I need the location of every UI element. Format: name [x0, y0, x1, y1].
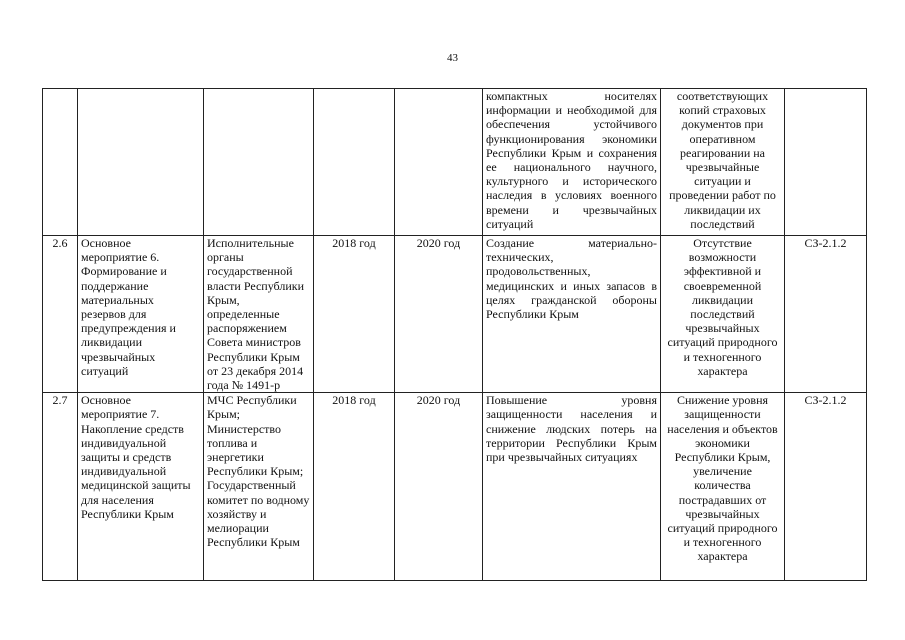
expected-result-cell: компактных носителях информации и необходимой для обеспечения устойчивого функционирования экономики Республики Крым и сохранения ее национального научного, культурного и исторического наследия в условиях военного времени и чрезвычайных ситуаций: [483, 89, 661, 236]
expected-result-cell: Повышение уровня защищенности населения и снижение людских потерь на территории Республики Крым при чрезвычайных ситуациях: [483, 393, 661, 581]
row-number-cell: 2.7: [43, 393, 78, 581]
indicator-link-cell: СЗ-2.1.2: [785, 236, 867, 393]
action-cell: [78, 89, 204, 236]
row-number-cell: [43, 89, 78, 236]
end-year-cell: 2020 год: [395, 236, 483, 393]
consequence-cell: Снижение уровня защищенности населения и объектов экономики Республики Крым, увеличение количества пострадавших от чрезвычайных ситуаций природного и техногенного характера: [661, 393, 785, 581]
end-year-cell: [395, 89, 483, 236]
indicator-link-cell: СЗ-2.1.2: [785, 393, 867, 581]
table-row: [43, 393, 867, 581]
action-cell: Основное мероприятие 6. Формирование и поддержание материальных резервов для предупреждения и ликвидации чрезвычайных ситуаций: [78, 236, 204, 393]
measures-table: [42, 88, 867, 581]
expected-result-cell: Создание материально-технических, продовольственных, медицинских и иных запасов в целях гражданской обороны Республики Крым: [483, 236, 661, 393]
end-year-cell: 2020 год: [395, 393, 483, 581]
consequence-cell: Отсутствие возможности эффективной и своевременной ликвидации последствий чрезвычайных ситуаций природного и техногенного характера: [661, 236, 785, 393]
row-number-cell: 2.6: [43, 236, 78, 393]
executor-cell: [204, 89, 314, 236]
start-year-cell: [314, 89, 395, 236]
start-year-cell: 2018 год: [314, 236, 395, 393]
consequence-cell: соответствующих копий страховых документов при оперативном реагировании на чрезвычайные ситуации и проведении работ по ликвидации их последствий: [661, 89, 785, 236]
indicator-link-cell: [785, 89, 867, 236]
table-row: [43, 236, 867, 393]
executor-cell: Исполнительные органы государственной власти Республики Крым, определенные распоряжением Совета министров Республики Крым от 23 декабря 2014 года № 1491-р: [204, 236, 314, 393]
action-cell: Основное мероприятие 7. Накопление средств индивидуальной защиты и средств индивидуальной медицинской защиты для населения Республики Крым: [78, 393, 204, 581]
executor-cell: МЧС Республики Крым; Министерство топлива и энергетики Республики Крым; Государственный комитет по водному хозяйству и мелиорации Республики Крым: [204, 393, 314, 581]
start-year-cell: 2018 год: [314, 393, 395, 581]
page-number: 43: [447, 52, 458, 64]
table-row: [43, 89, 867, 236]
